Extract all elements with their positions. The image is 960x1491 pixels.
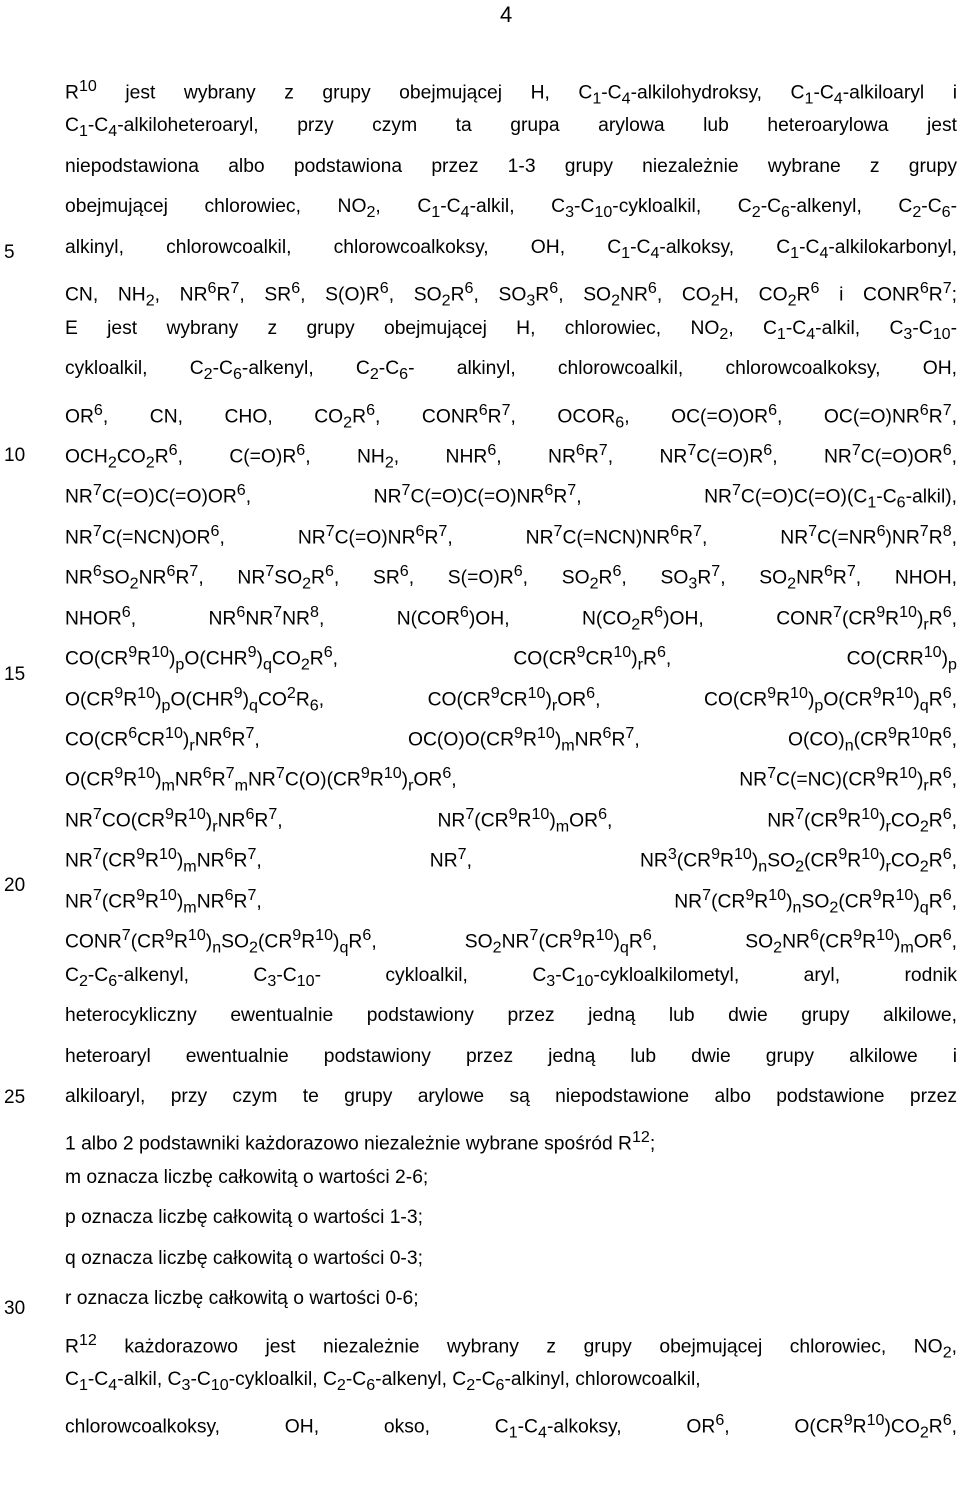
text-line: E jest wybrany z grupy obejmującej H, chlorowiec, $NO_2$, $C_1-C_4$-alkil, $C_3-C_{10}-$: [65, 317, 957, 343]
text-line: alkiloaryl, przy czym te grupy arylowe są niepodstawione albo podstawione przez: [65, 1085, 957, 1107]
text-line: $R^{10}$ jest wybrany z grupy obejmującej H, $C_1-C_4$-alkilohydroksy, $C_1-C_4$-alkiloaryl i: [65, 77, 957, 107]
text-line: chlorowcoalkoksy, OH, okso, $C_1-C_4$-alkoksy, $OR^6$, $O(CR^9R^{10})CO_2R^6$,: [65, 1411, 957, 1441]
text-line: $NR^7(CR^9R^{10})_mNR^6R^7$, $NR^7$, $NR^3(CR^9R^{10})_nSO_2(CR^9R^{10})_rCO_2R^6$,: [65, 845, 957, 875]
line-number: 15: [4, 664, 26, 685]
text-line: obejmującej chlorowiec, $NO_2$, $C_1-C_4$-alkil, $C_3-C_{10}$-cykloalkil, $C_2-C_6$-alkenyl, $C_2-C_6-$: [65, 196, 957, 222]
text-line: 1 albo 2 podstawniki każdorazowo niezależnie wybrane spośród $R^{12}$;: [65, 1128, 656, 1155]
text-line: cykloalkil, $C_2-C_6$-alkenyl, $C_2-C_6-$ alkinyl, chlorowcoalkil, chlorowcoalkoksy, OH,: [65, 358, 957, 383]
text-line: $NR^7C(=O)C(=O)OR^6$, $NR^7C(=O)C(=O)NR^6R^7$, $NR^7C(=O)C(=O)(C_1-C_6-alkil)$,: [65, 481, 957, 511]
text-line: heterocykliczny ewentualnie podstawiony przez jedną lub dwie grupy alkilowe,: [65, 1005, 957, 1027]
text-line: p oznacza liczbę całkowitą o wartości 1-3;: [65, 1207, 423, 1229]
body-text: [65, 66, 957, 1441]
text-line: $CONR^7(CR^9R^{10})_nSO_2(CR^9R^{10})_qR^6$, $SO_2NR^7(CR^9R^{10})_qR^6$, $SO_2NR^6(CR^9R^{10})_mOR^6$,: [65, 926, 957, 956]
text-line: alkinyl, chlorowcoalkil, chlorowcoalkoksy, OH, $C_1-C_4$-alkoksy, $C_1-C_4$-alkilokarbonyl,: [65, 236, 957, 262]
text-line: $C_2-C_6$-alkenyl, $C_3-C_{10}-$ cykloalkil, $C_3-C_{10}$-cykloalkilometyl, aryl, rodnik: [65, 964, 957, 990]
text-line: $OR^6$, CN, CHO, $CO_2R^6$, $CONR^6R^7$, $OCOR_6$, $OC(=O)OR^6$, $OC(=O)NR^6R^7$,: [65, 400, 957, 430]
text-line: $NR^7C(=NCN)OR^6$, $NR^7C(=O)NR^6R^7$, $NR^7C(=NCN)NR^6R^7$, $NR^7C(=NR^6)NR^7R^8$,: [65, 521, 957, 549]
line-number: 20: [4, 875, 26, 896]
line-number: 10: [4, 445, 26, 466]
text-line: q oznacza liczbę całkowitą o wartości 0-3;: [65, 1247, 423, 1269]
line-number: 30: [4, 1298, 26, 1319]
text-line: m oznacza liczbę całkowitą o wartości 2-6;: [65, 1166, 429, 1188]
text-line: $NR^6SO_2NR^6R^7$, $NR^7SO_2R^6$, $SR^6$, $S(=O)R^6$, $SO_2R^6$, $SO_3R^7$, $SO_2NR^6R^7$, NHOH,: [65, 562, 957, 592]
text-line: $NR^7CO(CR^9R^{10})_rNR^6R^7$, $NR^7(CR^9R^{10})_mOR^6$, $NR^7(CR^9R^{10})_rCO_2R^6$,: [65, 804, 957, 835]
text-line: $CO(CR^9R^{10})_pO(CHR^9)_qCO_2R^6$, $CO(CR^9CR^{10})_rR^6$, $CO(CRR^{10})_p$: [65, 643, 957, 673]
text-line: heteroaryl ewentualnie podstawiony przez jedną lub dwie grupy alkilowe i: [65, 1045, 957, 1067]
page-number: 4: [500, 2, 513, 27]
text-line: $CO(CR^6CR^{10})_rNR^6R^7$, $OC(O)O(CR^9R^{10})_mNR^6R^7$, $O(CO)_n(CR^9R^{10}R^6$,: [65, 724, 957, 754]
text-line: $NR^7(CR^9R^{10})_mNR^6R^7$, $NR^7(CR^9R^{10})_nSO_2(CR^9R^{10})_qR^6$,: [65, 885, 957, 916]
text-line: $O(CR^9R^{10})_mNR^6R^7_mNR^7C(O)(CR^9R^{10})_rOR^6$, $NR^7C(=NC)(CR^9R^{10})_rR^6$,: [65, 764, 957, 794]
text-line: $C_1-C_4$-alkil, $C_3-C_{10}$-cykloalkil, $C_2-C_6$-alkenyl, $C_2-C_6$-alkinyl, chlorowcoalkil,: [65, 1369, 701, 1394]
text-line: niepodstawiona albo podstawiona przez 1-3 grupy niezależnie wybrane z grupy: [65, 155, 957, 177]
line-number: 5: [4, 242, 15, 263]
text-line: r oznacza liczbę całkowitą o wartości 0-6;: [65, 1288, 419, 1310]
line-number: 25: [4, 1087, 26, 1108]
text-line: $O(CR^9R^{10})_pO(CHR^9)_qCO^2R_6$, $CO(CR^9CR^{10})_rOR^6$, $CO(CR^9R^{10})_pO(CR^9R^{10})_qR^6$,: [65, 683, 957, 713]
text-line: $C_1-C_4$-alkiloheteroaryl, przy czym ta grupa arylowa lub heteroarylowa jest: [65, 115, 957, 141]
text-line: CN, $NH_2$, $NR^6R^7$, $SR^6$, $S(O)R^6$, $SO_2R^6$, $SO_3R^6$, $SO_2NR^6$, $CO_2H$, $CO_2R^6$ i $CONR^6R^7$;: [65, 279, 957, 309]
text-line: NHOR$^6$, $NR^6NR^7NR^8$, N(COR$^6$)OH, $N(CO_2R^6)OH$, $CONR^7(CR^9R^{10})_rR^6$,: [65, 602, 957, 633]
text-line: $OCH_2CO_2R^6$, $C(=O)R^6$, $NH_2$, NHR$^6$, $NR^6R^7$, $NR^7C(=O)R^6$, $NR^7C(=O)OR^6$,: [65, 440, 957, 471]
text-line: $R^{12}$ każdorazowo jest niezależnie wybrany z grupy obejmującej chlorowiec, $NO_2$,: [65, 1330, 957, 1360]
